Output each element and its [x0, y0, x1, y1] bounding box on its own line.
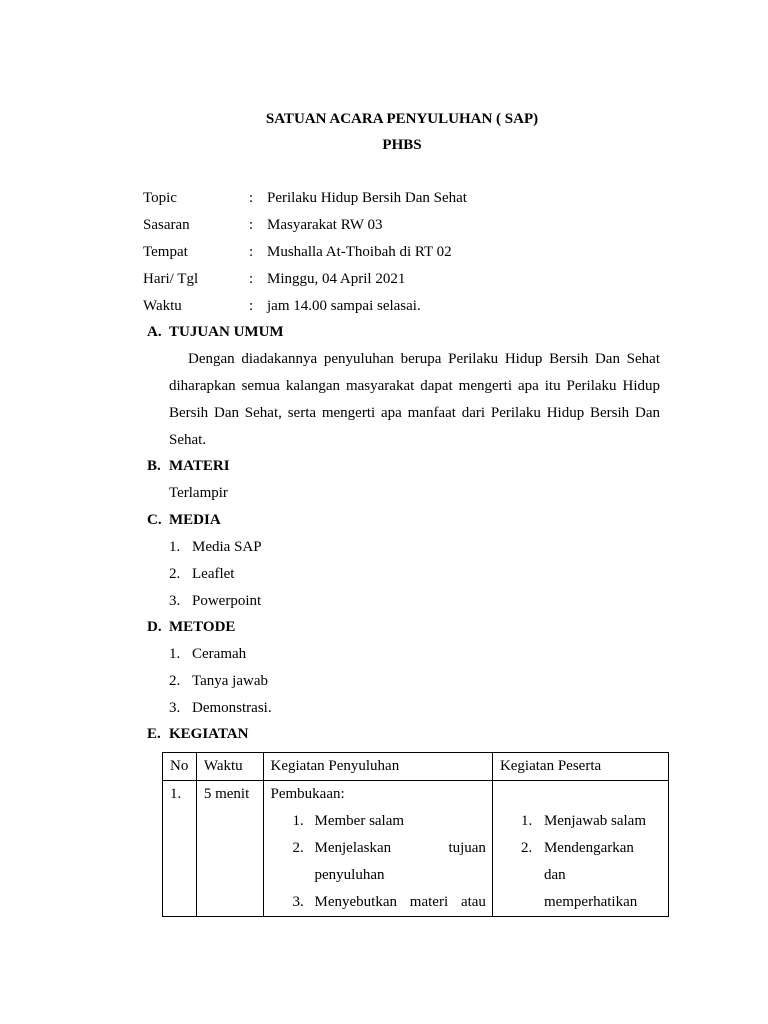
- peserta-item-continued: [500, 889, 668, 916]
- item-text: Member salam: [314, 813, 405, 829]
- penyuluhan-item: [271, 889, 492, 916]
- list-text: Demonstrasi.: [192, 700, 272, 716]
- section-heading-tujuan-umum: [147, 319, 284, 346]
- peserta-item: [500, 808, 668, 835]
- column-header-kegiatan-peserta: Kegiatan Peserta: [492, 753, 668, 781]
- list-number: 3.: [169, 593, 181, 609]
- section-title: TUJUAN UMUM: [169, 324, 284, 340]
- list-number: 3.: [169, 700, 181, 716]
- list-text: Media SAP: [192, 539, 262, 555]
- item-number: 2.: [520, 840, 533, 856]
- section-letter: B.: [147, 458, 161, 474]
- list-item: [169, 588, 369, 615]
- section-letter: A.: [147, 324, 162, 340]
- info-colon: :: [249, 271, 254, 287]
- section-title: MATERI: [169, 458, 230, 474]
- info-label: Topic: [143, 190, 177, 206]
- section-title: METODE: [169, 619, 236, 635]
- list-item: [169, 534, 369, 561]
- info-label: Waktu: [143, 298, 182, 314]
- media-list: [169, 534, 369, 615]
- section-heading-media: [147, 507, 221, 534]
- cell-waktu: 5 menit: [196, 781, 263, 917]
- info-block: [143, 185, 663, 320]
- section-letter: E.: [147, 726, 161, 742]
- list-text: Tanya jawab: [192, 673, 268, 689]
- info-row-sasaran: [143, 212, 663, 239]
- column-header-kegiatan-penyuluhan: Kegiatan Penyuluhan: [263, 753, 492, 781]
- cell-kegiatan-peserta: [492, 781, 668, 917]
- penyuluhan-item: [271, 835, 492, 862]
- item-text: Menjawab salam: [543, 813, 646, 829]
- peserta-item: [500, 835, 668, 862]
- materi-text: Terlampir: [169, 485, 228, 501]
- list-text: Powerpoint: [192, 593, 262, 609]
- cell-no: 1.: [163, 781, 197, 917]
- item-text: penyuluhan: [314, 867, 385, 883]
- info-row-tempat: [143, 239, 663, 266]
- section-heading-metode: [147, 614, 235, 641]
- info-row-hari-tgl: [143, 266, 663, 293]
- info-label: Sasaran: [143, 217, 190, 233]
- section-letter: D.: [147, 619, 162, 635]
- item-number: 1.: [520, 813, 533, 829]
- table-row: [163, 781, 669, 917]
- info-label: Tempat: [143, 244, 188, 260]
- penyuluhan-item-continued: [271, 862, 492, 889]
- table-header-row: [163, 753, 669, 781]
- item-text: Menyebutkan materi atau: [314, 894, 486, 910]
- info-colon: :: [249, 298, 254, 314]
- item-number: 2.: [292, 840, 304, 856]
- item-number: 3.: [292, 894, 304, 910]
- info-colon: :: [249, 190, 254, 206]
- list-item: [169, 641, 369, 668]
- document-title: SATUAN ACARA PENYULUHAN ( SAP): [265, 111, 539, 127]
- list-item: [169, 561, 369, 588]
- tujuan-umum-paragraph: [169, 346, 660, 454]
- item-text: dan: [543, 867, 566, 883]
- item-text: Mendengarkan: [543, 840, 634, 856]
- list-text: Leaflet: [192, 566, 235, 582]
- column-header-no: No: [163, 753, 197, 781]
- document-subtitle: PHBS: [382, 137, 422, 153]
- kegiatan-table: [162, 752, 669, 917]
- item-number: 1.: [292, 813, 304, 829]
- list-number: 1.: [169, 539, 181, 555]
- item-text: memperhatikan: [543, 894, 638, 910]
- list-number: 1.: [169, 646, 181, 662]
- peserta-item-continued: [500, 862, 668, 889]
- info-value: Minggu, 04 April 2021: [267, 271, 406, 287]
- info-colon: :: [249, 217, 254, 233]
- metode-list: [169, 641, 369, 722]
- penyuluhan-item: [271, 808, 492, 835]
- cell-subtitle: Pembukaan:: [270, 786, 345, 802]
- info-colon: :: [249, 244, 254, 260]
- paragraph-line: Sehat.: [169, 432, 207, 448]
- column-header-waktu: Waktu: [196, 753, 263, 781]
- info-row-topic: [143, 185, 663, 212]
- list-item: [169, 668, 369, 695]
- section-title: KEGIATAN: [169, 726, 249, 742]
- info-value: jam 14.00 sampai selasai.: [267, 298, 421, 314]
- info-row-waktu: [143, 293, 663, 320]
- section-letter: C.: [147, 512, 162, 528]
- info-label: Hari/ Tgl: [143, 271, 199, 287]
- section-heading-materi: [147, 453, 230, 480]
- paragraph-line: Dengan diadakannya penyuluhan berupa Perilaku Hidup Bersih Dan Sehat: [188, 351, 660, 367]
- info-value: Perilaku Hidup Bersih Dan Sehat: [267, 190, 467, 206]
- section-heading-kegiatan: [147, 721, 248, 748]
- list-number: 2.: [169, 566, 181, 582]
- info-value: Masyarakat RW 03: [267, 217, 383, 233]
- list-number: 2.: [169, 673, 181, 689]
- paragraph-line: Bersih Dan Sehat, serta mengerti apa manfaat dari Perilaku Hidup Bersih Dan: [169, 405, 660, 421]
- item-text: Menjelaskan tujuan: [314, 840, 486, 856]
- section-title: MEDIA: [169, 512, 221, 528]
- paragraph-line: diharapkan semua kalangan masyarakat dapat mengerti apa itu Perilaku Hidup: [169, 378, 660, 394]
- list-text: Ceramah: [192, 646, 247, 662]
- info-value: Mushalla At-Thoibah di RT 02: [267, 244, 452, 260]
- list-item: [169, 695, 369, 722]
- cell-kegiatan-penyuluhan: [263, 781, 492, 917]
